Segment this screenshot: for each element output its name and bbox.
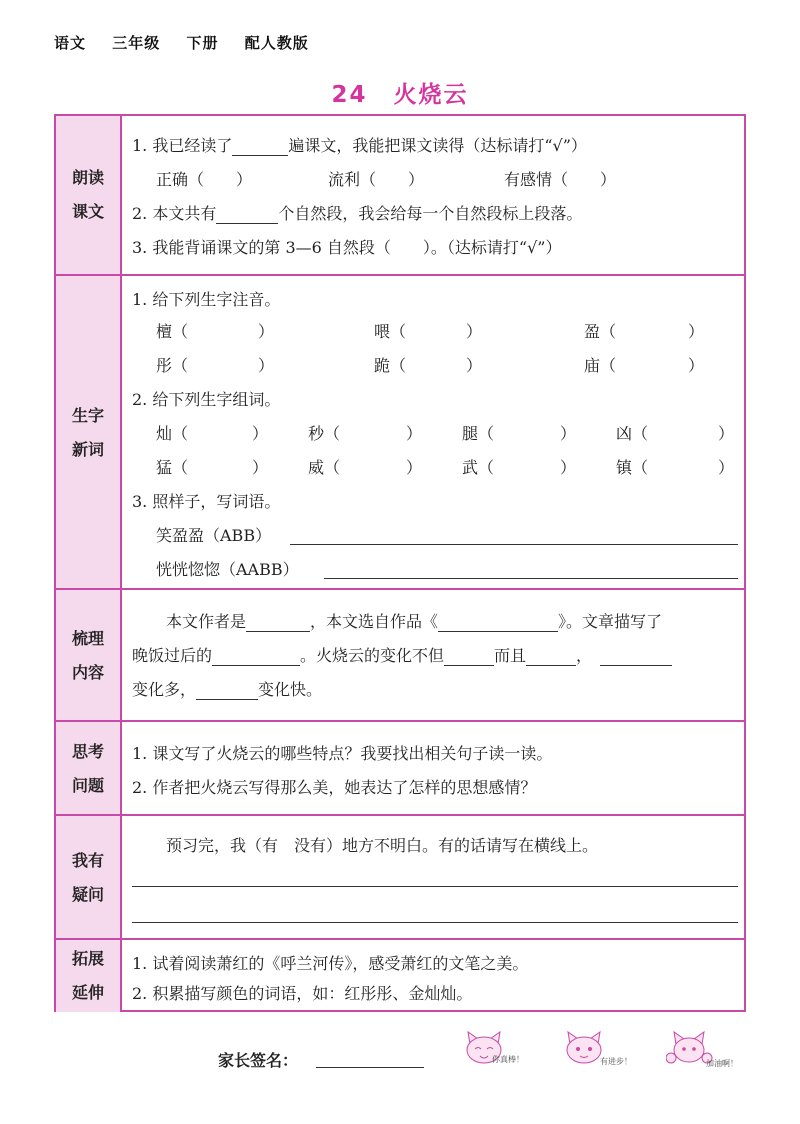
answer-blank[interactable]: [216, 207, 278, 224]
question-line: 1. 给下列生字注音。: [132, 290, 281, 309]
word-char: 灿（: [156, 424, 189, 443]
section-content: [122, 116, 744, 274]
pinyin-close: ）: [688, 356, 705, 375]
volume: 下册: [186, 34, 219, 52]
section-questions: [56, 814, 744, 940]
question-line: 1. 课文写了火烧云的哪些特点？我要找出相关句子读一读。: [132, 744, 553, 763]
sticker-text: 你真棒！: [492, 1055, 524, 1064]
section-new-words: [56, 274, 744, 590]
section-label: 生字 新词: [56, 276, 122, 590]
question-line: 2. 作者把火烧云写得那么美，她表达了怎样的思想感情？: [132, 778, 537, 797]
question-line: 3. 照样子，写词语。: [132, 492, 281, 511]
question-line: 2. 本文共有 个自然段，我会给每一个自然段标上段落。: [132, 204, 583, 223]
word-close: ）: [560, 458, 577, 477]
subject: 语文: [54, 34, 87, 52]
section-content: [122, 722, 744, 816]
section-thinking: [56, 720, 744, 816]
sticker-progress: [564, 1030, 632, 1074]
answer-line[interactable]: [324, 578, 738, 579]
word-close: ）: [252, 458, 269, 477]
edition: 配人教版: [244, 34, 309, 52]
word-char: 秒（: [308, 424, 341, 443]
answer-blank[interactable]: [232, 139, 288, 156]
pinyin-char: 庙（: [584, 356, 617, 375]
question-line: 2. 给下列生字组词。: [132, 390, 281, 409]
word-close: ）: [406, 458, 423, 477]
sticker-cheer: [666, 1030, 738, 1074]
lesson-number: 24: [331, 82, 368, 108]
section-content: [122, 940, 744, 1012]
section-label: 我有 疑问: [56, 816, 122, 940]
summary-line-3: 变化多， 变化快。: [132, 680, 323, 699]
pinyin-char: 檀（: [156, 322, 189, 341]
answer-line[interactable]: [290, 544, 738, 545]
section-summary: [56, 588, 744, 722]
pinyin-close: ）: [466, 322, 483, 341]
pinyin-close: ）: [688, 322, 705, 341]
question-line: 1. 我已经读了 遍课文，我能把课文读得（达标请打“√”）: [132, 136, 587, 155]
section-label: 拓展 延伸: [56, 940, 122, 1012]
word-char: 凶（: [616, 424, 649, 443]
summary-line-1: 本文作者是 ，本文选自作品《 》。文章描写了: [166, 612, 663, 631]
answer-blank[interactable]: [438, 615, 558, 632]
question-line: 3. 我能背诵课文的第 3—6 自然段（ ）。（达标请打“√”）: [132, 238, 562, 257]
option-correct[interactable]: 正确（ ）: [156, 170, 253, 189]
pinyin-close: ）: [466, 356, 483, 375]
word-char: 猛（: [156, 458, 189, 477]
option-fluent[interactable]: 流利（ ）: [328, 170, 425, 189]
pinyin-close: ）: [258, 356, 275, 375]
word-close: ）: [406, 424, 423, 443]
lesson-title: [0, 76, 800, 109]
answer-blank[interactable]: [444, 649, 494, 666]
pinyin-char: 彤（: [156, 356, 189, 375]
pinyin-close: ）: [258, 322, 275, 341]
section-label: 思考 问题: [56, 722, 122, 816]
sticker-text: 加油啊！: [706, 1059, 738, 1068]
section-content: [122, 590, 744, 722]
example-abb: 笑盈盈（ABB）: [156, 526, 272, 545]
grade: 三年级: [112, 34, 161, 52]
pinyin-char: 盈（: [584, 322, 617, 341]
word-close: ）: [560, 424, 577, 443]
answer-blank[interactable]: [212, 649, 300, 666]
example-aabb: 恍恍惚惚（AABB）: [156, 560, 299, 579]
word-close: ）: [718, 458, 735, 477]
parent-signature-label: 家长签名：: [218, 1051, 299, 1070]
section-content: [122, 816, 744, 940]
book-header: [54, 32, 329, 53]
answer-blank[interactable]: [526, 649, 576, 666]
word-char: 镇（: [616, 458, 649, 477]
section-content: [122, 276, 744, 590]
section-label: 朗读 课文: [56, 116, 122, 274]
sticker-text: 有进步！: [600, 1057, 632, 1066]
question-line: 1. 试着阅读萧红的《呼兰河传》，感受萧红的文笔之美。: [132, 954, 529, 973]
summary-line-2: 晚饭过后的 。火烧云的变化不但 而且 ，: [132, 646, 672, 666]
word-char: 威（: [308, 458, 341, 477]
pinyin-char: 喂（: [374, 322, 407, 341]
word-close: ）: [252, 424, 269, 443]
sticker-great: [464, 1030, 522, 1074]
question-line: 2. 积累描写颜色的词语，如：红彤彤、金灿灿。: [132, 984, 473, 1003]
answer-blank[interactable]: [246, 615, 310, 632]
word-close: ）: [718, 424, 735, 443]
word-char: 武（: [462, 458, 495, 477]
answer-blank[interactable]: [600, 649, 672, 666]
answer-blank[interactable]: [196, 683, 258, 700]
worksheet-table: [54, 114, 746, 1012]
parent-signature-line[interactable]: [316, 1067, 424, 1068]
pinyin-char: 跪（: [374, 356, 407, 375]
answer-line[interactable]: [132, 922, 738, 923]
answer-line[interactable]: [132, 886, 738, 887]
section-read-aloud: [56, 116, 744, 274]
question-line: 预习完，我（有 没有）地方不明白。有的话请写在横线上。: [166, 836, 599, 855]
option-expressive[interactable]: 有感情（ ）: [504, 170, 617, 189]
lesson-name: 火烧云: [393, 82, 469, 108]
section-label: 梳理 内容: [56, 590, 122, 722]
section-extension: [56, 938, 744, 1012]
word-char: 腿（: [462, 424, 495, 443]
